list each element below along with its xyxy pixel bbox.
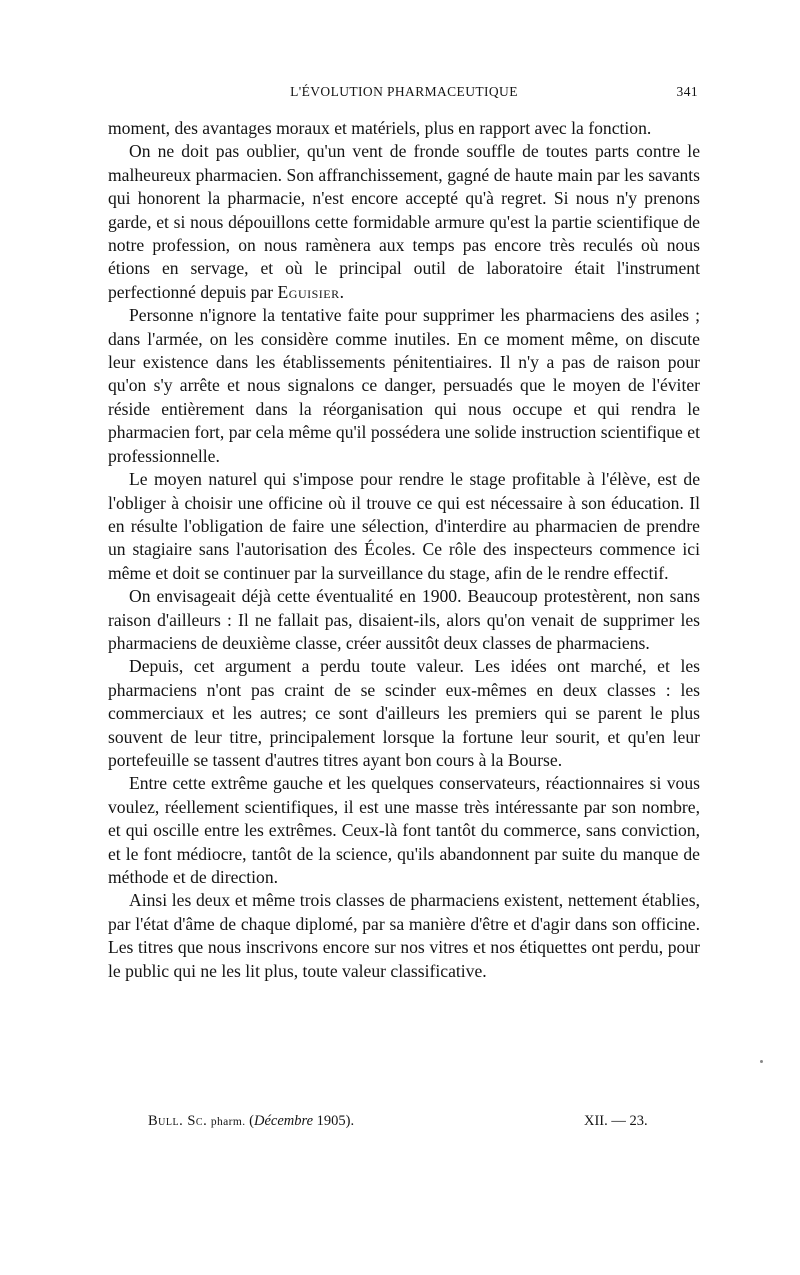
body-text <box>108 117 700 983</box>
issue-month: Décembre <box>253 1113 314 1129</box>
paragraph-1: moment, des avantages moraux et matériels, plus en rapport avec la fonction. <box>108 118 652 138</box>
paragraph-8: Ainsi les deux et même trois classes de pharmaciens existent, nettement établies, par l'état d'âme de chaque diplomé, par sa manière d'être et d'agir dans son officine. Les titres que nous inscrivons encore sur nos vitres et nos étiquettes ont perdu, pour le public qui ne les lit plus, toute valeur classificative. <box>108 890 700 981</box>
date-open: ( <box>249 1113 254 1129</box>
paragraph-6: Depuis, cet argument a perdu toute valeur. Les idées ont marché, et les pharmaciens n'ont pas craint de se scinder eux-mêmes en deux classes : les commerciaux et les autres; ce sont d'ailleurs les premiers qui se parent le plus souvent de leur titre, principalement lorsque la fortune leur sourit, et qu'en leur portefeuille se tassent d'autres titres ayant bon cours à la Bourse. <box>108 656 700 770</box>
author-name: Eguisier <box>277 281 340 302</box>
paragraph-5: On envisageait déjà cette éventualité en 1900. Beaucoup protestèrent, non sans raison d'ailleurs : Il ne fallait pas, disaient-ils, alors qu'on venait de supprimer les pharmaciens de deuxième classe, créer aussitôt deux classes de pharmaciens. <box>108 586 700 653</box>
paragraph-2-period: . <box>339 281 345 302</box>
page-number: 341 <box>676 84 698 99</box>
running-header <box>108 84 700 106</box>
issue-year: 1905). <box>316 1113 355 1129</box>
running-title: L'ÉVOLUTION PHARMACEUTIQUE <box>290 84 518 99</box>
journal-citation <box>148 1113 354 1130</box>
journal-name: Bull. Sc. <box>148 1113 208 1129</box>
scan-speck <box>760 1060 763 1063</box>
paragraph-2-text: On ne doit pas oublier, qu'un vent de fronde souffle de toutes parts contre le malheureux pharmacien. Son affranchissement, gagné de haute main par les savants qui honorent la pharmacie, n'est encore accepté qu'à regret. Si nous n'y prenons garde, et si nous dépouillons cette formidable armure qu'est la partie scientifique de notre profession, on nous ramènera aux temps pas encore très reculés où nous étions en servage, et où le principal outil de laboratoire était l'instrument perfectionné depuis par <box>108 141 700 302</box>
volume-signature: XII. — 23. <box>584 1113 648 1129</box>
paragraph-7: Entre cette extrême gauche et les quelques conservateurs, réactionnaires si vous voulez, réellement scientifiques, il est une masse très intéressante par son nombre, et qui oscille entre les extrêmes. Ceux-là font tantôt du commerce, sans conviction, et le font médiocre, tantôt de la science, qu'ils abandonnent par suite du manque de méthode et de direction. <box>108 773 700 887</box>
paragraph-4: Le moyen naturel qui s'impose pour rendre le stage profitable à l'élève, est de l'obliger à choisir une officine où il trouve ce qui est nécessaire à son éducation. Il en résulte l'obligation de faire une sélection, d'interdire au pharmacien de prendre un stagiaire sans l'autorisation des Écoles. Ce rôle des inspecteurs commence ici même et doit se continuer par la surveillance du stage, afin de le rendre effectif. <box>108 469 700 583</box>
journal-name-pharm: pharm. <box>210 1116 246 1128</box>
paragraph-2 <box>108 140 700 304</box>
paragraph-3: Personne n'ignore la tentative faite pour supprimer les pharmaciens des asiles ; dans l'armée, on les considère comme inutiles. En ce moment même, on discute leur existence dans les établissements pénitentiaires. Il n'y a pas de raison pour qu'on s'y arrête et nous signalons ce danger, persuadés que le moyen de l'éviter réside entièrement dans la réorganisation qui nous occupe et qui rendra le pharmacien fort, par cela même qu'il possédera une solide instruction scientifique et professionnelle. <box>108 305 700 466</box>
page-footer <box>108 1113 700 1135</box>
